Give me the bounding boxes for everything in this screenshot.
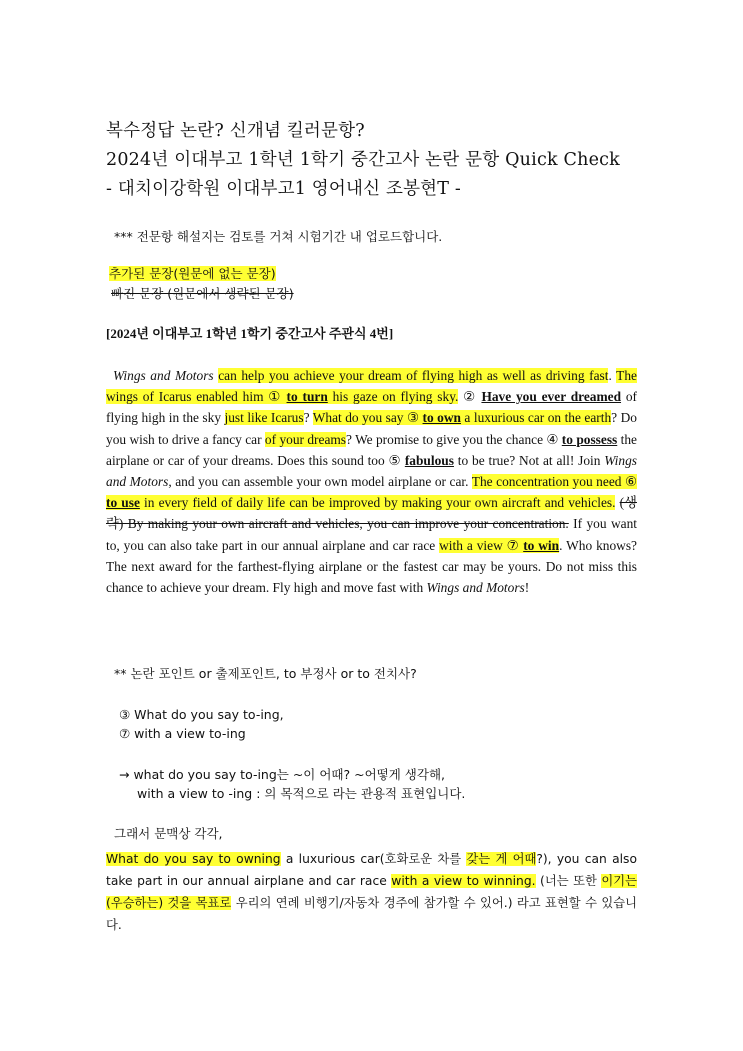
explanation-line: with a view to -ing : 의 목적으로 라는 관용적 표현입니다. [137,786,466,801]
points-header: ** 논란 포인트 or 출제포인트, to 부정사 or to 전치사? [114,666,417,681]
passage-seg: his gaze on flying sky. [327,389,459,405]
brand-name: Wings and Motors [106,452,638,490]
closing-text [106,848,637,936]
passage-seg: the airplane or car of your dreams. Does this sound too ⑤ [106,431,637,468]
blank-7-answer: to win [523,537,560,553]
blank-2-answer: Have you ever dreamed [481,389,622,405]
passage-seg: ? [303,410,313,426]
legend-removed: 빠진 문장 (원문에서 생략된 문장) [111,286,294,301]
added-phrase: What do you say to owning [106,852,281,866]
closing-seg: ?), you can also take part in our annual airplane and car race [106,852,637,888]
point-item: ⑦ with a view to-ing [119,726,246,741]
blank-3-answer: to own [422,410,461,426]
added-phrase [439,538,559,553]
added-phrase: 이기는(우승하는) 것을 목표로 [106,874,637,910]
passage-seg: in every field of daily life can be improved by making your own aircraft and vehicles. [139,495,616,511]
added-phrase: of your dreams [264,431,347,447]
blank-1-answer: to turn [286,389,328,405]
title-line-2: 2024년 이대부고 1학년 1학기 중간고사 논란 문항 Quick Check [106,150,620,170]
passage-seg: If you want to, you can also take part in our annual airplane and car race [106,516,637,553]
brand-name: Wings and Motors [113,368,214,383]
added-phrase: a luxurious car on the earth [460,410,612,426]
passage-seg: of flying high in the sky [106,389,637,426]
legend-added-text: 추가된 문장(원문에 없는 문장) [109,266,276,281]
passage-seg: ! [524,580,530,596]
title-line-1: 복수정답 논란? 신개념 킬러문항? [106,121,365,141]
passage-seg: The wings of Icarus enabled him ① [106,368,637,405]
passage-text [106,365,637,598]
passage-seg: The concentration you need ⑥ [471,474,638,490]
blank-5-answer: fabulous [404,452,454,468]
blank-6-answer: to use [106,495,140,511]
passage-seg: ② [458,389,482,405]
title-line-3: - 대치이강학원 이대부고1 영어내신 조봉현T - [106,179,462,199]
closing-paragraph [106,848,637,936]
passage-seg: , and you can assemble your own model airplane or car. [168,474,472,490]
passage [106,365,637,598]
legend-added [109,265,276,283]
passage-seg: . Who knows? The next award for the farthest-flying airplane or the fastest car may be yours. Do not miss this chance to achieve your dream. Fly high and move fast with [106,537,637,596]
brand-name: Wings and Motors [426,580,525,596]
added-sentence: can help you achieve your dream of flying high as well as driving fast [218,368,609,383]
added-phrase: just like Icarus [224,410,304,426]
question-header: [2024년 이대부고 1학년 1학기 중간고사 주관식 4번] [106,326,394,341]
passage-seg: ? We promise to give you the chance ④ [346,431,562,447]
passage-seg: with a view ⑦ [439,537,524,553]
passage-seg: to be true? Not at all! Join [453,452,605,468]
passage-seg: ? Do you wish to drive a fancy car [106,410,637,447]
upload-note: *** 전문항 해설지는 검토를 거쳐 시험기간 내 업로드합니다. [114,229,443,244]
closing-seg: (너는 또한 [535,874,602,888]
passage-seg: . [608,368,617,383]
blank-4-answer: to possess [561,431,618,447]
closing-seg: 우리의 연례 비행기/자동차 경주에 참가할 수 있어.) 라고 표현할 수 있습니다. [106,896,637,932]
closing-seg: a luxurious car(호화로운 차를 [280,852,467,866]
added-phrase: 갖는 게 어때 [466,852,537,866]
explanation-line: → what do you say to-ing는 ~이 어때? ~어떻게 생각해, [119,767,445,782]
removed-sentence: (생략) By making your own aircraft and vehicles, you can improve your concentration. [106,495,637,532]
added-phrase: What do you say ③ [312,410,423,426]
added-phrase: with a view to winning. [391,874,536,888]
context-header: 그래서 문맥상 각각, [114,826,223,841]
point-item: ③ What do you say to-ing, [119,707,284,722]
